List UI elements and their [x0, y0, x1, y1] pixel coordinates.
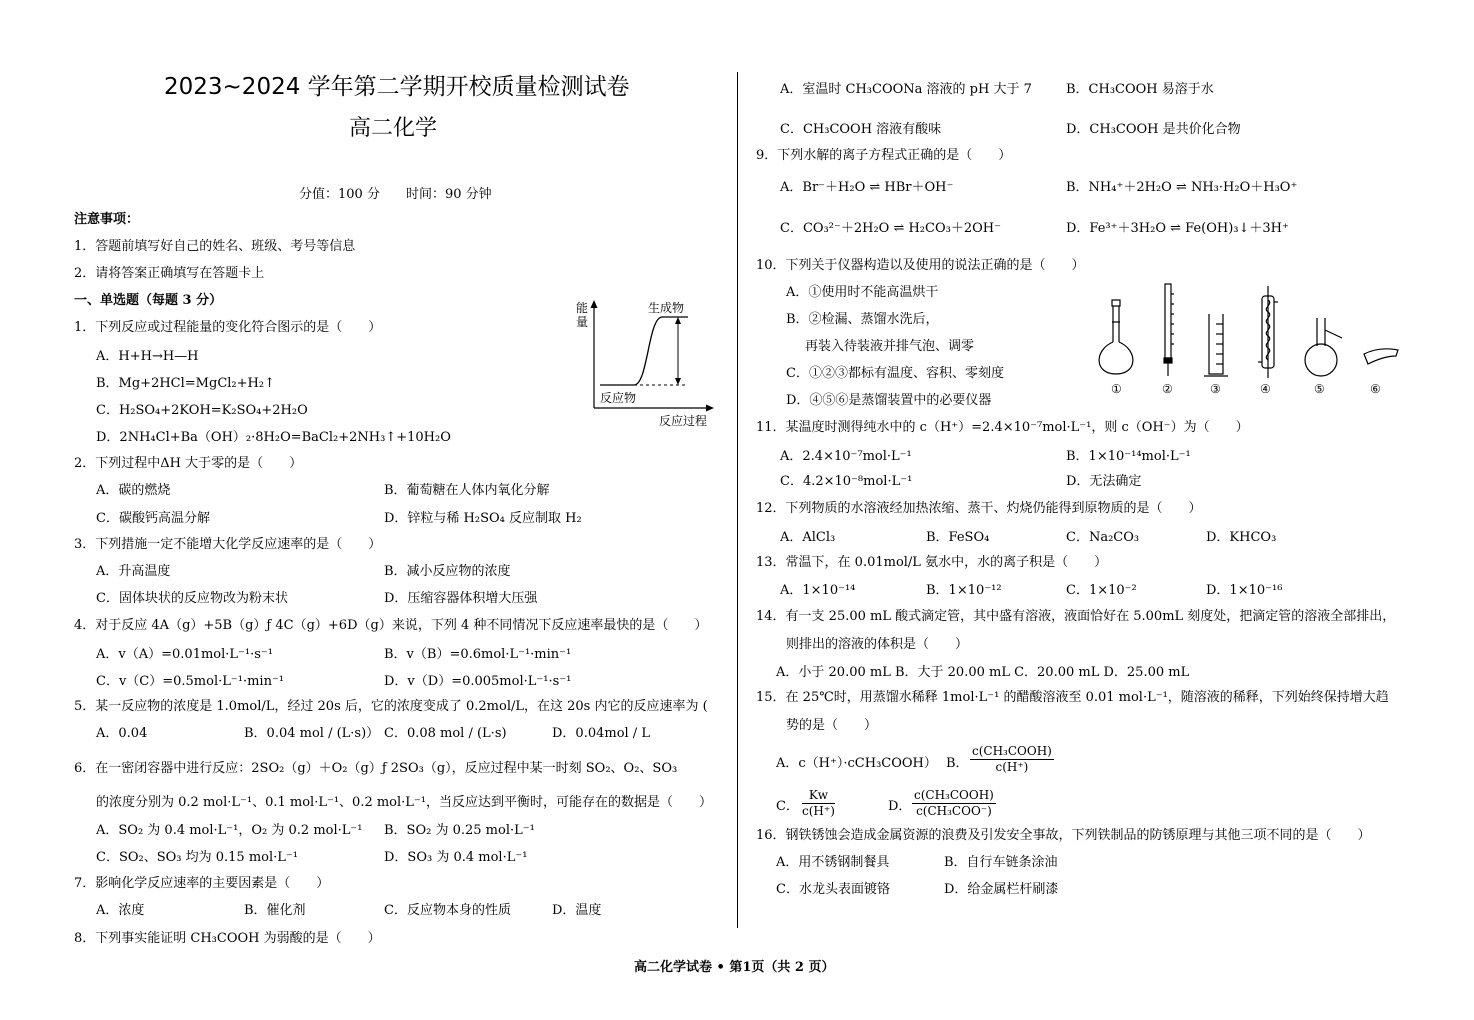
q15-option-c-fraction	[802, 788, 835, 819]
notes-heading: 注意事项：	[74, 212, 140, 227]
question-15: 15．在 25℃时，用蒸馏水稀释 1mol·L⁻¹ 的醋酸溶液至 0.01 mol·L⁻¹，随溶液的稀释，下列始终保持增大趋	[756, 690, 1389, 705]
apparatus-label-6: ⑥	[1370, 382, 1381, 396]
q12-option-c: C．Na₂CO₃	[1066, 530, 1140, 545]
question-11: 11．某温度时测得纯水中的 c（H⁺）=2.4×10⁻⁷mol·L⁻¹，则 c（OH⁻）为（ ）	[756, 420, 1249, 435]
q10-option-d: D．④⑤⑥是蒸馏装置中的必要仪器	[786, 393, 992, 408]
page-footer: 高二化学试卷 • 第1页（共 2 页）	[634, 960, 835, 975]
q9-option-b: B．NH₄⁺＋2H₂O ⇌ NH₃·H₂O＋H₃O⁺	[1066, 180, 1298, 195]
q7-option-b: B．催化剂	[244, 903, 306, 918]
question-6: 6．在一密闭容器中进行反应：2SO₂（g）＋O₂（g）ƒ 2SO₃（g），反应过程中某一时刻 SO₂、O₂、SO₃	[74, 761, 678, 776]
q4-option-d: D．v（D）=0.005mol·L⁻¹·s⁻¹	[384, 674, 572, 689]
q3-option-c: C．固体块状的反应物改为粉末状	[96, 591, 288, 606]
question-2: 2．下列过程中ΔH 大于零的是（ ）	[74, 456, 303, 471]
q2-option-d: D．锌粒与稀 H₂SO₄ 反应制取 H₂	[384, 511, 582, 526]
chart-product-label: 生成物	[648, 301, 685, 315]
q2-option-c: C．碳酸钙高温分解	[96, 511, 210, 526]
q5-option-d: D．0.04mol / L	[552, 726, 650, 741]
q11-option-a: A．2.4×10⁻⁷mol·L⁻¹	[780, 449, 912, 464]
note-item: 1．答题前填写好自己的姓名、班级、考号等信息	[74, 239, 356, 254]
q13-option-c: C．1×10⁻²	[1066, 583, 1137, 598]
q6-option-c: C．SO₂、SO₃ 均为 0.15 mol·L⁻¹	[96, 850, 298, 865]
q4-option-a: A．v（A）=0.01mol·L⁻¹·s⁻¹	[96, 647, 273, 662]
volumetric-flask-icon	[1099, 300, 1133, 374]
q13-option-a: A．1×10⁻¹⁴	[780, 583, 856, 598]
y-axis-arrow	[591, 300, 598, 308]
question-10: 10．下列关于仪器构造以及使用的说法正确的是（ ）	[756, 258, 1085, 273]
burette-icon	[1164, 284, 1174, 376]
column-divider	[737, 72, 738, 928]
apparatus-illustration	[1088, 278, 1408, 394]
q12-option-b: B．FeSO₄	[926, 530, 990, 545]
q5-option-c: C．0.08 mol / (L·s)	[384, 726, 507, 741]
q15-d-denominator: c(CH₃COO⁻)	[916, 804, 992, 818]
q8-option-d: D．CH₃COOH 是共价化合物	[1066, 122, 1241, 137]
q10-option-c: C．①②③都标有温度、容积、零刻度	[786, 366, 1004, 381]
q7-option-c: C．反应物本身的性质	[384, 903, 511, 918]
page-subtitle: 高二化学	[349, 116, 438, 141]
q8-option-b: B．CH₃COOH 易溶于水	[1066, 82, 1214, 97]
q16-option-d: D．给金属栏杆刷漆	[944, 882, 1059, 897]
q4-option-b: B．v（B）=0.6mol·L⁻¹·min⁻¹	[384, 647, 572, 662]
q12-option-a: A．AlCl₃	[780, 530, 836, 545]
q15-option-b-label: B．	[946, 756, 969, 771]
q4-option-c: C．v（C）=0.5mol·L⁻¹·min⁻¹	[96, 674, 285, 689]
q14-options: A．小于 20.00 mL B．大于 20.00 mL C．20.00 mL D．25.00 mL	[776, 665, 1190, 680]
question-12: 12．下列物质的水溶液经加热浓缩、蒸干、灼烧仍能得到原物质的是（ ）	[756, 501, 1202, 516]
question-9: 9．下列水解的离子方程式正确的是（ ）	[756, 148, 1012, 163]
q2-option-a: A．碳的燃烧	[96, 483, 171, 498]
q3-option-a: A．升高温度	[96, 564, 171, 579]
q1-option-d: D．2NH₄Cl+Ba（OH）₂·8H₂O=BaCl₂+2NH₃↑+10H₂O	[96, 430, 451, 445]
q8-option-c: C．CH₃COOH 溶液有酸味	[780, 122, 942, 137]
question-6-cont: 的浓度分别为 0.2 mol·L⁻¹、0.1 mol·L⁻¹、0.2 mol·L⁻¹，当反应达到平衡时，可能存在的数据是（ ）	[96, 795, 713, 810]
q6-option-a: A．SO₂ 为 0.4 mol·L⁻¹，O₂ 为 0.2 mol·L⁻¹	[96, 823, 363, 838]
q13-option-d: D．1×10⁻¹⁶	[1206, 583, 1283, 598]
page-title: 2023~2024 学年第二学期开校质量检测试卷	[164, 74, 630, 100]
q1-option-b: B．Mg+2HCl=MgCl₂+H₂↑	[96, 376, 275, 391]
q9-option-d: D．Fe³⁺＋3H₂O ⇌ Fe(OH)₃↓＋3H⁺	[1066, 221, 1289, 236]
q3-option-d: D．压缩容器体积增大压强	[384, 591, 538, 606]
question-5: 5．某一反应物的浓度是 1.0mol/L，经过 20s 后，它的浓度变成了 0.2mol/L，在这 20s 内它的反应速率为 (	[74, 699, 708, 714]
q5-option-a: A．0.04	[96, 726, 148, 741]
q11-option-c: C．4.2×10⁻⁸mol·L⁻¹	[780, 474, 913, 489]
question-1: 1．下列反应或过程能量的变化符合图示的是（ ）	[74, 320, 382, 335]
section-heading: 一、单选题（每题 3 分）	[74, 293, 223, 308]
question-4: 4．对于反应 4A（g）+5B（g）ƒ 4C（g）+6D（g）来说，下列 4 种不同情况下反应速率最快的是（ ）	[74, 618, 708, 633]
q6-option-b: B．SO₂ 为 0.25 mol·L⁻¹	[384, 823, 535, 838]
delta-arrow-bottom	[675, 378, 681, 385]
q15-b-numerator: c(CH₃COOH)	[972, 744, 1052, 758]
chart-xlabel: 反应过程	[659, 414, 708, 428]
graduated-cylinder-icon	[1204, 314, 1228, 376]
question-15-cont: 势的是（ ）	[786, 718, 878, 733]
q15-d-numerator: c(CH₃COOH)	[914, 788, 994, 802]
q15-option-d-label: D．	[888, 799, 912, 814]
q16-option-c: C．水龙头表面镀铬	[776, 882, 890, 897]
question-13: 13．常温下，在 0.01mol/L 氨水中，水的离子积是（ ）	[756, 555, 1108, 570]
q2-option-b: B．葡萄糖在人体内氧化分解	[384, 483, 550, 498]
q9-option-a: A．Br⁻＋H₂O ⇌ HBr＋OH⁻	[780, 180, 954, 195]
q1-option-a: A．H+H→H—H	[96, 349, 199, 364]
q15-option-d-fraction	[912, 788, 996, 819]
distillation-flask-icon	[1305, 318, 1342, 376]
q13-option-b: B．1×10⁻¹²	[926, 583, 1002, 598]
question-8: 8．下列事实能证明 CH₃COOH 为弱酸的是（ ）	[74, 931, 381, 946]
x-axis-arrow	[706, 405, 714, 412]
note-item: 2．请将答案正确填写在答题卡上	[74, 266, 265, 281]
apparatus-label-5: ⑤	[1314, 382, 1325, 396]
q6-option-d: D．SO₃ 为 0.4 mol·L⁻¹	[384, 850, 528, 865]
apparatus-label-3: ③	[1210, 382, 1221, 396]
q16-option-b: B．自行车链条涂油	[944, 855, 1058, 870]
q15-option-a: A．c（H⁺）·cCH₃COOH）	[776, 756, 937, 771]
question-16: 16．钢铁锈蚀会造成金属资源的浪费及引发安全事故，下列铁制品的防锈原理与其他三项不同的是（ ）	[756, 828, 1371, 843]
q15-c-denominator: c(H⁺)	[802, 804, 835, 818]
q5-option-b: B．0.04 mol / (L·s)）	[244, 726, 380, 741]
adapter-icon	[1364, 349, 1398, 364]
q15-b-denominator: c(H⁺)	[995, 760, 1029, 774]
q11-option-d: D．无法确定	[1066, 474, 1142, 489]
delta-arrow-top	[675, 317, 681, 324]
q16-option-a: A．用不锈钢制餐具	[776, 855, 890, 870]
question-14-cont: 则排出的溶液的体积是（ ）	[786, 637, 969, 652]
ylabel-char-2: 量	[576, 315, 589, 329]
condenser-icon	[1258, 286, 1278, 378]
q3-option-b: B．减小反应物的浓度	[384, 564, 511, 579]
q15-option-c-label: C．	[776, 799, 799, 814]
q7-option-d: D．温度	[552, 903, 602, 918]
score-time-info: 分值：100 分 时间：90 分钟	[299, 187, 492, 202]
q15-option-b-fraction	[970, 744, 1054, 775]
energy-curve	[600, 317, 688, 385]
apparatus-label-1: ①	[1111, 382, 1122, 396]
q9-option-c: C．CO₃²⁻＋2H₂O ⇌ H₂CO₃＋2OH⁻	[780, 221, 1001, 236]
q11-option-b: B．1×10⁻¹⁴mol·L⁻¹	[1066, 449, 1191, 464]
question-14: 14．有一支 25.00 mL 酸式滴定管，其中盛有溶液，液面恰好在 5.00mL 刻度处，把滴定管的溶液全部排出，	[756, 609, 1396, 624]
q10-option-a: A．①使用时不能高温烘干	[786, 285, 939, 300]
chart-reactant-label: 反应物	[600, 391, 637, 405]
q7-option-a: A．浓度	[96, 903, 145, 918]
q10-option-b-cont: 再装入待装液并排气泡、调零	[805, 339, 975, 354]
apparatus-label-4: ④	[1260, 382, 1271, 396]
q12-option-d: D．KHCO₃	[1206, 530, 1277, 545]
apparatus-label-2: ②	[1162, 382, 1173, 396]
q15-c-numerator: Kw	[802, 788, 835, 804]
q8-option-a: A．室温时 CH₃COONa 溶液的 pH 大于 7	[780, 82, 1032, 97]
question-7: 7．影响化学反应速率的主要因素是（ ）	[74, 876, 330, 891]
q10-option-b: B．②检漏、蒸馏水洗后，	[786, 312, 939, 327]
q1-option-c: C．H₂SO₄+2KOH=K₂SO₄+2H₂O	[96, 403, 308, 418]
question-3: 3．下列措施一定不能增大化学反应速率的是（ ）	[74, 537, 382, 552]
ylabel-char-1: 能	[576, 301, 589, 315]
